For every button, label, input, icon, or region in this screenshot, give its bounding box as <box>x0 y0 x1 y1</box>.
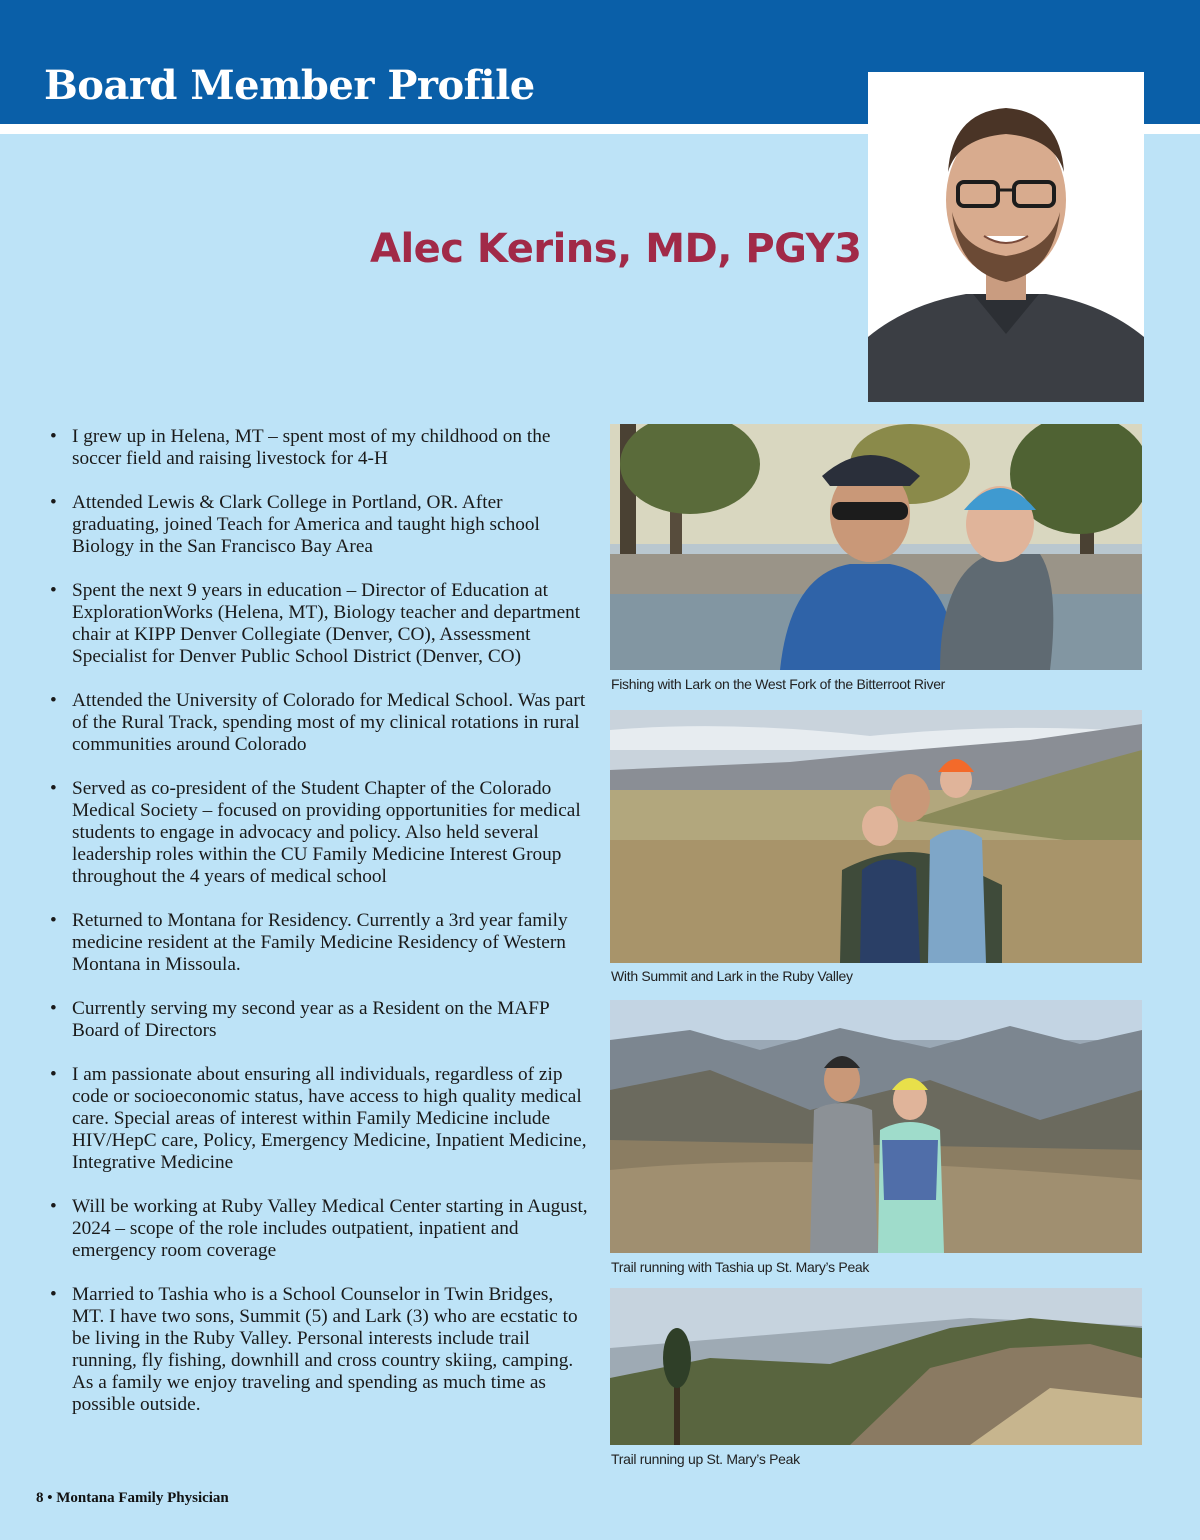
footer-separator: • <box>47 1490 53 1506</box>
bio-item <box>44 910 590 976</box>
bullet-icon: • <box>50 1284 57 1305</box>
bullet-icon: • <box>50 426 57 447</box>
bullet-icon: • <box>50 492 57 513</box>
bio-item <box>44 778 590 888</box>
photo-caption: With Summit and Lark in the Ruby Valley <box>611 968 853 984</box>
bullet-icon: • <box>50 910 57 931</box>
bullet-icon: • <box>50 998 57 1019</box>
bullet-icon: • <box>50 690 57 711</box>
bio-item <box>44 1064 590 1174</box>
photo-caption: Trail running up St. Mary’s Peak <box>611 1451 800 1467</box>
bio-item <box>44 492 590 558</box>
portrait-photo <box>868 72 1144 402</box>
member-name: Alec Kerins, MD, PGY3 <box>370 226 862 272</box>
photo-ruby-valley <box>610 710 1142 963</box>
photo-fishing <box>610 424 1142 670</box>
bio-item-text: I grew up in Helena, MT – spent most of my childhood on the soccer field and raising livestock for 4-H <box>72 426 551 469</box>
photo-trail-with-tashia <box>610 1000 1142 1253</box>
bio-item-text: Spent the next 9 years in education – Director of Education at ExplorationWorks (Helena, MT), Biology teacher and department chair at KIPP Denver Collegiate (Denver, CO), Assessment Specialist for Denver Public School District (Denver, CO) <box>72 580 581 667</box>
bio-item <box>44 426 590 470</box>
bio-item-text: Married to Tashia who is a School Counselor in Twin Bridges, MT. I have two sons, Summit (5) and Lark (3) who are ecstatic to be living in the Ruby Valley. Personal interests include trail running, fly fishing, downhill and cross country skiing, camping. As a family we enjoy traveling and spending as much time as possible outside. <box>72 1284 578 1415</box>
bio-item <box>44 690 590 756</box>
photo-caption: Fishing with Lark on the West Fork of the Bitterroot River <box>611 676 946 692</box>
bullet-icon: • <box>50 580 57 601</box>
section-title: Board Member Profile <box>44 62 535 109</box>
bio-item <box>44 580 590 668</box>
bio-item <box>44 1196 590 1262</box>
page-footer <box>36 1490 229 1507</box>
bio-item-text: Currently serving my second year as a Resident on the MAFP Board of Directors <box>72 998 549 1041</box>
bullet-icon: • <box>50 1196 57 1217</box>
bio-bullet-list <box>44 426 590 1438</box>
page-number: 8 <box>36 1490 44 1506</box>
bio-item-text: Attended Lewis & Clark College in Portland, OR. After graduating, joined Teach for America and taught high school Biology in the San Francisco Bay Area <box>72 492 540 557</box>
publication-name: Montana Family Physician <box>56 1490 229 1506</box>
bullet-icon: • <box>50 778 57 799</box>
bullet-icon: • <box>50 1064 57 1085</box>
bio-item-text: Attended the University of Colorado for Medical School. Was part of the Rural Track, spending most of my clinical rotations in rural communities around Colorado <box>72 690 586 755</box>
bio-item-text: Served as co-president of the Student Chapter of the Colorado Medical Society – focused on providing opportunities for medical students to engage in advocacy and policy. Also held several leadership roles within the CU Family Medicine Interest Group throughout the 4 years of medical school <box>72 778 581 887</box>
bio-item-text: Will be working at Ruby Valley Medical Center starting in August, 2024 – scope of the role includes outpatient, inpatient and emergency room coverage <box>72 1196 588 1261</box>
bio-item-text: Returned to Montana for Residency. Currently a 3rd year family medicine resident at the Family Medicine Residency of Western Montana in Missoula. <box>72 910 568 975</box>
photo-trail-landscape <box>610 1288 1142 1445</box>
bio-item <box>44 998 590 1042</box>
bio-item <box>44 1284 590 1416</box>
photo-caption: Trail running with Tashia up St. Mary’s Peak <box>611 1259 870 1275</box>
bio-item-text: I am passionate about ensuring all individuals, regardless of zip code or socioeconomic status, have access to high quality medical care. Special areas of interest within Family Medicine include HIV/HepC care, Policy, Emergency Medicine, Inpatient Medicine, Integrative Medicine <box>72 1064 587 1173</box>
